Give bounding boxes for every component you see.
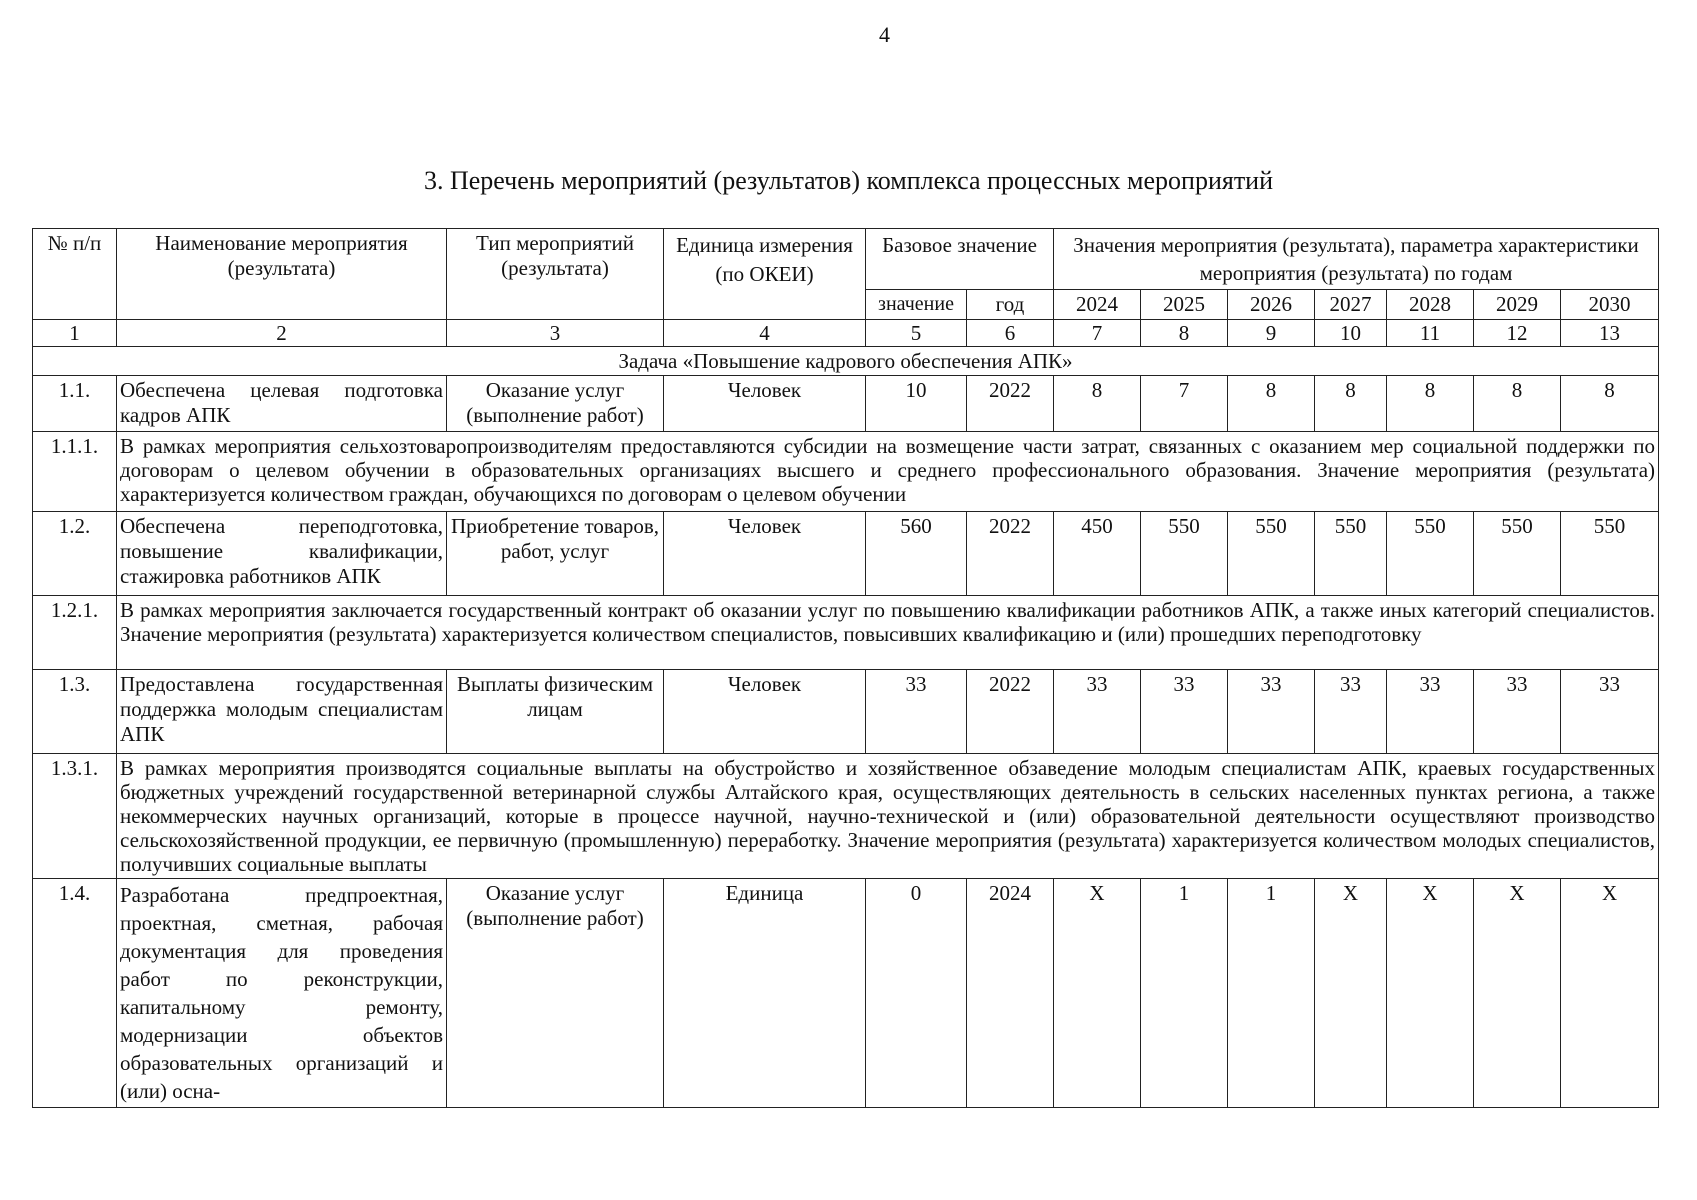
row-value: 1	[1228, 879, 1315, 1108]
row-value: 450	[1054, 512, 1141, 596]
column-number: 5	[866, 320, 967, 347]
column-number: 1	[33, 320, 117, 347]
row-value: 33	[1315, 670, 1387, 754]
row-number: 1.4.	[33, 879, 117, 1108]
column-number: 9	[1228, 320, 1315, 347]
description-row	[33, 432, 1659, 512]
column-number: 8	[1141, 320, 1228, 347]
row-base-value: 33	[866, 670, 967, 754]
description-row	[33, 754, 1659, 879]
table-row	[33, 376, 1659, 432]
row-base-year: 2024	[967, 879, 1054, 1108]
row-value: 550	[1228, 512, 1315, 596]
header-num: № п/п	[33, 229, 117, 320]
row-value: X	[1315, 879, 1387, 1108]
task-heading: Задача «Повышение кадрового обеспечения АПК»	[33, 347, 1659, 376]
row-type: Приобретение товаров, работ, услуг	[447, 512, 664, 596]
table-row	[33, 512, 1659, 596]
header-year: 2025	[1141, 290, 1228, 320]
measures-table	[32, 228, 1659, 1108]
row-value: 8	[1474, 376, 1561, 432]
column-number: 7	[1054, 320, 1141, 347]
row-value: 8	[1315, 376, 1387, 432]
row-value: 550	[1315, 512, 1387, 596]
description-number: 1.3.1.	[33, 754, 117, 879]
row-value: 33	[1054, 670, 1141, 754]
page-number: 4	[879, 22, 890, 47]
header-type: Тип мероприятий (результата)	[447, 229, 664, 320]
header-name: Наименование мероприятия (результата)	[117, 229, 447, 320]
row-unit: Человек	[664, 376, 866, 432]
row-name: Обеспечена переподготовка, повышение квалификации, стажировка работников АПК	[117, 512, 447, 596]
description-number: 1.2.1.	[33, 596, 117, 670]
row-number: 1.3.	[33, 670, 117, 754]
row-number: 1.2.	[33, 512, 117, 596]
row-value: X	[1474, 879, 1561, 1108]
row-name: Предоставлена государственная поддержка молодым специалистам АПК	[117, 670, 447, 754]
row-type: Оказание услуг (выполнение работ)	[447, 376, 664, 432]
row-type: Выплаты физическим лицам	[447, 670, 664, 754]
header-year: 2028	[1387, 290, 1474, 320]
row-number: 1.1.	[33, 376, 117, 432]
row-value: 8	[1228, 376, 1315, 432]
column-number: 6	[967, 320, 1054, 347]
row-value: 8	[1387, 376, 1474, 432]
column-number: 13	[1561, 320, 1659, 347]
header-base-year: год	[967, 290, 1054, 320]
header-base: Базовое значение	[866, 229, 1054, 290]
column-number: 12	[1474, 320, 1561, 347]
row-value: 550	[1387, 512, 1474, 596]
row-value: 33	[1141, 670, 1228, 754]
row-type: Оказание услуг (выполнение работ)	[447, 879, 664, 1108]
row-value: 8	[1054, 376, 1141, 432]
row-base-year: 2022	[967, 376, 1054, 432]
header-year: 2026	[1228, 290, 1315, 320]
row-name: Разработана предпроектная, проектная, сметная, рабочая документация для проведения работ по реконструкции, капитальному ремонту, модернизации объектов образовательных организаций и (или) осна-	[117, 879, 447, 1108]
column-number: 11	[1387, 320, 1474, 347]
table-row	[33, 879, 1659, 1108]
row-unit: Человек	[664, 512, 866, 596]
row-value: 7	[1141, 376, 1228, 432]
row-value: 33	[1474, 670, 1561, 754]
row-unit: Единица	[664, 879, 866, 1108]
row-value: 33	[1387, 670, 1474, 754]
row-value: 550	[1141, 512, 1228, 596]
description-text: В рамках мероприятия заключается государственный контракт об оказании услуг по повышению квалификации работников АПК, а также иных категорий специалистов. Значение мероприятия (результата) характеризуется количеством специалистов, повысивших квалификацию и (или) прошедших переподготовку	[117, 596, 1659, 670]
row-base-value: 560	[866, 512, 967, 596]
column-number: 2	[117, 320, 447, 347]
row-base-year: 2022	[967, 670, 1054, 754]
table-row	[33, 670, 1659, 754]
row-value: 550	[1474, 512, 1561, 596]
header-year: 2024	[1054, 290, 1141, 320]
header-unit: Единица измерения (по ОКЕИ)	[664, 229, 866, 320]
header-year: 2029	[1474, 290, 1561, 320]
header-base-value: значение	[866, 290, 967, 320]
description-row	[33, 596, 1659, 670]
row-value: 1	[1141, 879, 1228, 1108]
row-base-value: 0	[866, 879, 967, 1108]
header-values: Значения мероприятия (результата), параметра характеристики мероприятия (результата) по годам	[1054, 229, 1659, 290]
section-title: 3. Перечень мероприятий (результатов) комплекса процессных мероприятий	[423, 166, 1274, 195]
header-year: 2027	[1315, 290, 1387, 320]
row-value: X	[1387, 879, 1474, 1108]
row-value: X	[1054, 879, 1141, 1108]
row-name: Обеспечена целевая подготовка кадров АПК	[117, 376, 447, 432]
description-number: 1.1.1.	[33, 432, 117, 512]
row-value: 33	[1228, 670, 1315, 754]
description-text: В рамках мероприятия сельхозтоваропроизводителям предоставляются субсидии на возмещение части затрат, связанных с оказанием мер социальной поддержки по договорам о целевом обучении в образовательных организациях высшего и среднего профессионального образования. Значение мероприятия (результата) характеризуется количеством граждан, обучающихся по договорам о целевом обучении	[117, 432, 1659, 512]
row-value: 8	[1561, 376, 1659, 432]
row-value: 550	[1561, 512, 1659, 596]
column-number: 4	[664, 320, 866, 347]
row-base-value: 10	[866, 376, 967, 432]
row-unit: Человек	[664, 670, 866, 754]
row-value: X	[1561, 879, 1659, 1108]
row-base-year: 2022	[967, 512, 1054, 596]
header-year: 2030	[1561, 290, 1659, 320]
description-text: В рамках мероприятия производятся социальные выплаты на обустройство и хозяйственное обзаведение молодым специалистам АПК, краевых государственных бюджетных учреждений государственной ветеринарной службы Алтайского края, осуществляющих деятельность в сельских населенных пунктах региона, а также некоммерческих научных организаций, которые в процессе научной, научно-технической и (или) образовательной деятельности осуществляют производство сельскохозяйственной продукции, ее первичную (промышленную) переработку. Значение мероприятия (результата) характеризуется количеством молодых специалистов, получивших социальные выплаты	[117, 754, 1659, 879]
column-number: 10	[1315, 320, 1387, 347]
row-value: 33	[1561, 670, 1659, 754]
column-number: 3	[447, 320, 664, 347]
